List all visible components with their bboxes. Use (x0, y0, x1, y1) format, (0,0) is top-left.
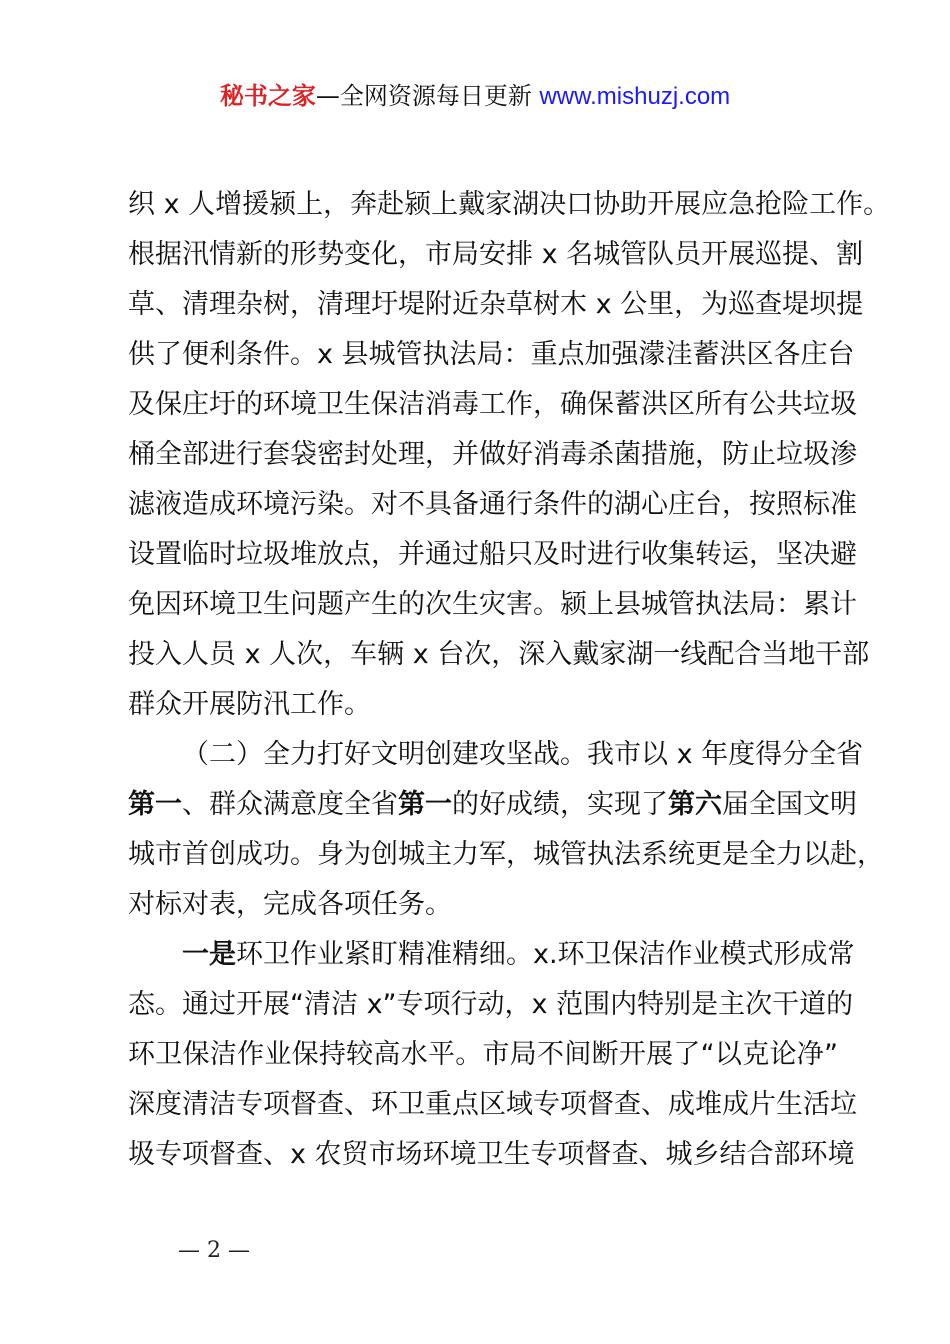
text-line: 对标对表，完成各项任务。 (128, 889, 452, 920)
bold-text: 一是 (182, 939, 236, 970)
page-number: — 2 — (178, 1238, 250, 1263)
text-line: 供了便利条件。x 县城管执法局：重点加强濛洼蓄洪区各庄台 (128, 339, 855, 370)
text-line (128, 780, 857, 830)
text-line: 投入人员 x 人次，车辆 x 台次，深入戴家湖一线配合当地干部 (128, 639, 870, 670)
brand-name: 秘书之家 (219, 82, 316, 110)
bold-text: 第一 (398, 789, 452, 820)
document-body (128, 180, 891, 1180)
text-line: 免因环境卫生问题产生的次生灾害。颍上县城管执法局：累计 (128, 589, 857, 620)
text-run: 的好成绩，实现了 (452, 789, 668, 820)
text-line: 草、清理杂树，清理圩堤附近杂草树木 x 公里，为巡查堤坝提 (128, 289, 864, 320)
site-header (0, 80, 950, 113)
section-heading-line: （二）全力打好文明创建攻坚战。我市以 x 年度得分全省 (182, 739, 864, 770)
text-line: 态。通过开展“清洁 x”专项行动，x 范围内特别是主次干道的 (128, 989, 854, 1020)
text-line: 织 x 人增援颍上，奔赴颍上戴家湖决口协助开展应急抢险工作。 (128, 189, 891, 220)
text-line: 城市首创成功。身为创城主力军，城管执法系统更是全力以赴， (128, 839, 884, 870)
text-line: 群众开展防汛工作。 (128, 689, 371, 720)
text-line: 根据汛情新的形势变化，市局安排 x 名城管队员开展巡提、割 (128, 239, 864, 270)
text-line: 圾专项督查、x 农贸市场环境卫生专项督查、城乡结合部环境 (128, 1139, 855, 1170)
bold-text: 第一 (128, 789, 182, 820)
text-line: 深度清洁专项督查、环卫重点区域专项督查、成堆成片生活垃 (128, 1089, 857, 1120)
text-run: 、群众满意度全省 (182, 789, 398, 820)
text-line: 环卫保洁作业保持较高水平。市局不间断开展了“以克论净” (128, 1039, 838, 1070)
text-line: 桶全部进行套袋密封处理，并做好消毒杀菌措施，防止垃圾渗 (128, 439, 857, 470)
text-line: 及保庄圩的环境卫生保洁消毒工作，确保蓄洪区所有公共垃圾 (128, 389, 857, 420)
header-tagline: —全网资源每日更新 (315, 82, 532, 110)
bold-text: 第六 (668, 789, 722, 820)
text-run: 届全国文明 (722, 789, 857, 820)
text-run: 环卫作业紧盯精准精细。x.环卫保洁作业模式形成常 (236, 939, 855, 970)
text-line: 设置临时垃圾堆放点，并通过船只及时进行收集转运，坚决避 (128, 539, 857, 570)
text-line: 滤液造成环境污染。对不具备通行条件的湖心庄台，按照标准 (128, 489, 857, 520)
site-url[interactable]: www.mishuzj.com (539, 83, 731, 110)
text-line (128, 930, 855, 980)
